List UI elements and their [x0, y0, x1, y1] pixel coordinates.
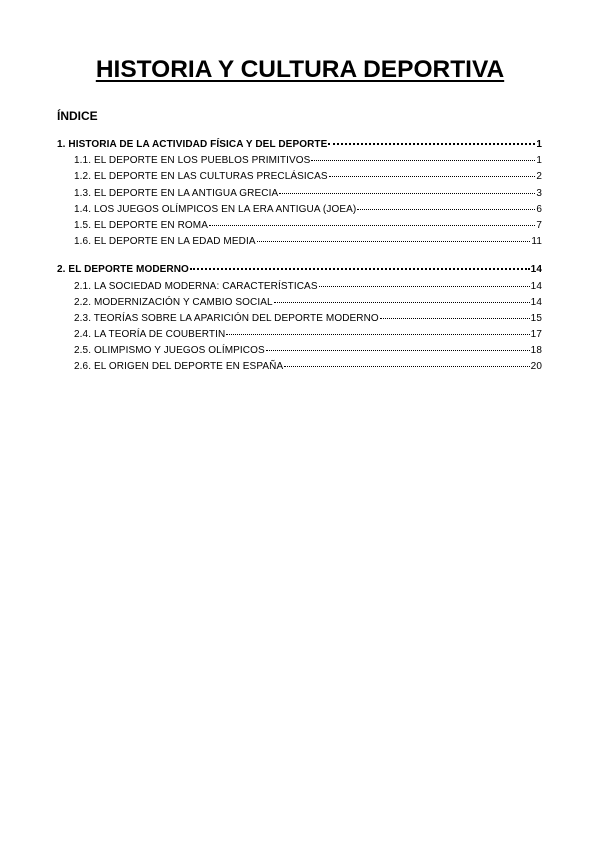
toc-entry-2-6[interactable]: [57, 361, 542, 377]
toc-page-number: 17: [530, 329, 542, 341]
toc-entry-1-4[interactable]: [57, 204, 542, 220]
toc-page-number: 1: [536, 155, 542, 167]
toc-page-number: 2: [536, 171, 542, 183]
toc-entry-2[interactable]: [57, 264, 542, 280]
toc-page-number: 14: [530, 280, 542, 292]
document-title: HISTORIA Y CULTURA DEPORTIVA: [95, 56, 505, 83]
toc-entry-label: 1.2. EL DEPORTE EN LAS CULTURAS PRECLÁSICAS: [74, 171, 328, 183]
index-heading: ÍNDICE: [57, 109, 98, 123]
toc-page-number: 11: [531, 236, 542, 248]
toc-entry-1-2[interactable]: [57, 171, 542, 187]
dot-leader: [266, 350, 530, 351]
toc-entry-2-2[interactable]: [57, 297, 542, 313]
toc-entry-label: 2.1. LA SOCIEDAD MODERNA: CARACTERÍSTICAS: [74, 280, 318, 292]
toc-entry-label: 2.2. MODERNIZACIÓN Y CAMBIO SOCIAL: [74, 296, 273, 308]
dot-leader: [319, 286, 530, 287]
toc-entry-2-1[interactable]: [57, 281, 542, 297]
toc-entry-1[interactable]: [57, 139, 542, 155]
toc-entry-label: 1.6. EL DEPORTE EN LA EDAD MEDIA: [74, 236, 256, 248]
toc-entry-label: 1.1. EL DEPORTE EN LOS PUEBLOS PRIMITIVOS: [74, 155, 311, 167]
toc-page-number: 18: [530, 345, 542, 357]
toc-page-number: 6: [536, 203, 542, 215]
dot-leader: [329, 176, 536, 177]
toc-page-number: 7: [536, 219, 542, 231]
dot-leader: [357, 209, 535, 210]
toc-entry-label: 1. HISTORIA DE LA ACTIVIDAD FÍSICA Y DEL DEPORTE: [57, 139, 328, 150]
toc-page-number: 20: [530, 361, 542, 373]
dot-leader: [257, 241, 531, 242]
toc-entry-label: 2. EL DEPORTE MODERNO: [57, 264, 189, 276]
toc-entry-1-1[interactable]: [57, 155, 542, 171]
toc-entry-label: 1.5. EL DEPORTE EN ROMA: [74, 219, 209, 231]
dot-leader: [279, 193, 535, 194]
toc-page-number: 3: [536, 187, 542, 199]
dot-leader: [190, 268, 530, 270]
dot-leader: [284, 366, 529, 367]
toc-page-number: 14: [530, 264, 542, 276]
toc-page-number: 15: [530, 312, 542, 324]
toc-entry-label: 2.6. EL ORIGEN DEL DEPORTE EN ESPAÑA: [74, 361, 284, 373]
toc-entry-2-5[interactable]: [57, 345, 542, 361]
table-of-contents: [57, 139, 542, 390]
toc-entry-2-3[interactable]: [57, 313, 542, 329]
dot-leader: [209, 225, 535, 226]
toc-entry-1-3[interactable]: [57, 188, 542, 204]
dot-leader: [274, 302, 530, 303]
toc-page-number: 1: [536, 139, 542, 150]
dot-leader: [311, 160, 535, 161]
toc-entry-label: 2.5. OLIMPISMO Y JUEGOS OLÍMPICOS: [74, 345, 265, 357]
toc-entry-label: 1.4. LOS JUEGOS OLÍMPICOS EN LA ERA ANTIGUA (JOEA): [74, 203, 357, 215]
toc-entry-1-6[interactable]: [57, 236, 542, 252]
toc-entry-label: 2.3. TEORÍAS SOBRE LA APARICIÓN DEL DEPORTE MODERNO: [74, 312, 379, 324]
toc-entry-2-4[interactable]: [57, 329, 542, 345]
toc-entry-label: 1.3. EL DEPORTE EN LA ANTIGUA GRECIA: [74, 187, 279, 199]
toc-entry-label: 2.4. LA TEORÍA DE COUBERTIN: [74, 329, 226, 341]
toc-page-number: 14: [530, 296, 542, 308]
dot-leader: [226, 334, 529, 335]
dot-leader: [380, 318, 530, 319]
dot-leader: [328, 143, 535, 145]
toc-entry-1-5[interactable]: [57, 220, 542, 236]
toc-section-1: [57, 139, 542, 252]
toc-section-2: [57, 264, 542, 377]
